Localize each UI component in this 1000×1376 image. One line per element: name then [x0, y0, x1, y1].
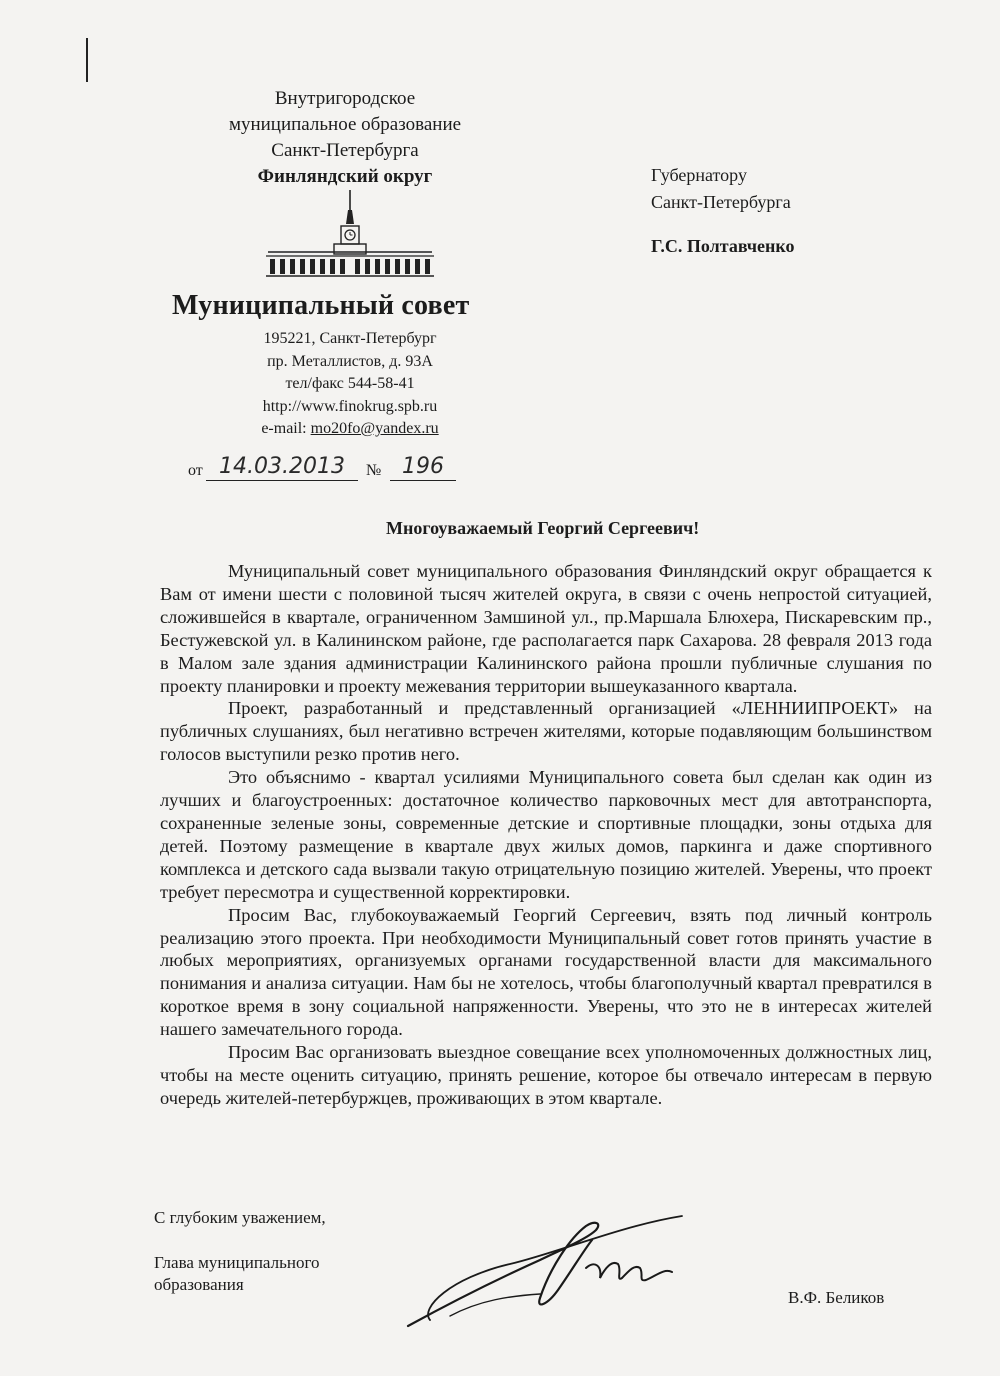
paragraph-5: Просим Вас организовать выездное совещание всех уполномоченных должностных лиц, чтобы на месте оценить ситуацию, принять решение, которое бы отвечало интересам в первую очередь жителей-петербуржцев, проживающих в этом квартале. — [160, 1042, 932, 1108]
paragraph-2: Проект, разработанный и представленный организацией «ЛЕННИИПРОЕКТ» на публичных слушаниях, был негативно встречен жителями, которые подавляющим большинством голосов выступили резко против него. — [160, 698, 932, 765]
address-line-phone: тел/факс 544-58-41 — [285, 375, 415, 392]
station-building-logo-icon — [262, 188, 438, 278]
addressee-title: Губернатору — [651, 165, 747, 185]
registration-date: 14.03.2013 — [206, 454, 358, 481]
signatory-title-line-2: образования — [154, 1275, 244, 1294]
signatory-title-line-1: Глава муниципального — [154, 1253, 320, 1272]
registration-line — [188, 454, 488, 486]
addressee-name: Г.С. Полтавченко — [651, 236, 795, 256]
salutation: Многоуважаемый Георгий Сергеевич! — [386, 518, 700, 538]
letterhead-line-2: муниципальное образование — [228, 114, 462, 135]
letterhead-line-3: Санкт-Петербурга — [271, 140, 419, 161]
margin-mark — [86, 38, 88, 82]
letterhead — [140, 86, 550, 190]
signatory-name: В.Ф. Беликов — [788, 1288, 885, 1307]
address-line-street: пр. Металлистов, д. 93А — [267, 352, 433, 370]
signatory-title — [154, 1252, 320, 1296]
closing: С глубоким уважением, — [154, 1208, 326, 1227]
council-title: Муниципальный совет — [172, 290, 470, 321]
letter-body — [160, 560, 932, 1110]
address-line-postal: 195221, Санкт-Петербург — [263, 330, 437, 347]
addressee — [651, 162, 791, 216]
council-address — [200, 328, 500, 441]
email-label: e-mail: — [261, 420, 311, 437]
addressee-city: Санкт-Петербурга — [651, 192, 791, 212]
date-label: от — [188, 462, 203, 479]
letterhead-district: Финляндский округ — [257, 166, 433, 187]
address-line-email — [200, 418, 500, 441]
email-link[interactable]: mo20fo@yandex.ru — [310, 420, 439, 437]
paragraph-4: Просим Вас, глубокоуважаемый Георгий Сергеевич, взять под личный контроль реализацию этого проекта. При необходимости Муниципальный совет готов принять участие в любых мероприятиях, организуемых органами государственной власти для максимального понимания и анализа ситуации. Нам бы не хотелось, чтобы благополучный квартал превратился в короткое время в зону социальной напряженности. Уверены, что это не в интересах жителей нашего замечательного города. — [160, 904, 932, 1040]
address-line-website: http://www.finokrug.spb.ru — [262, 397, 438, 415]
registration-number: 196 — [390, 454, 456, 481]
number-label: № — [366, 462, 382, 479]
signature-icon — [390, 1208, 710, 1338]
paragraph-1: Муниципальный совет муниципального образования Финляндский округ обращается к Вам от имени шести с половиной тысяч жителей округа, в связи с очень непростой ситуацией, сложившейся в квартале, ограниченном Замшиной ул., пр.Маршала Блюхера, Пискаревским пр., Бестужевской ул. в Калининском районе, где располагается парк Сахарова. 28 февраля 2013 года в Малом зале здания администрации Калининского района прошли публичные слушания по проекту планировки и проекту межевания территории вышеуказанного квартала. — [160, 561, 932, 696]
paragraph-3: Это объяснимо - квартал усилиями Муниципального совета был сделан как один из лучших и благоустроенных: достаточное количество парковочных мест для автотранспорта, сохраненные зеленые зоны, современные детские и спортивные площадки, зоны отдыха для детей. Поэтому размещение в квартале двух жилых домов, паркинга и даже спортивного комплекса и детского сада вызвали такую отрицательную позицию жителей. Уверены, что проект требует пересмотра и существенной корректировки. — [160, 767, 932, 902]
letterhead-line-1: Внутригородское — [274, 88, 416, 109]
